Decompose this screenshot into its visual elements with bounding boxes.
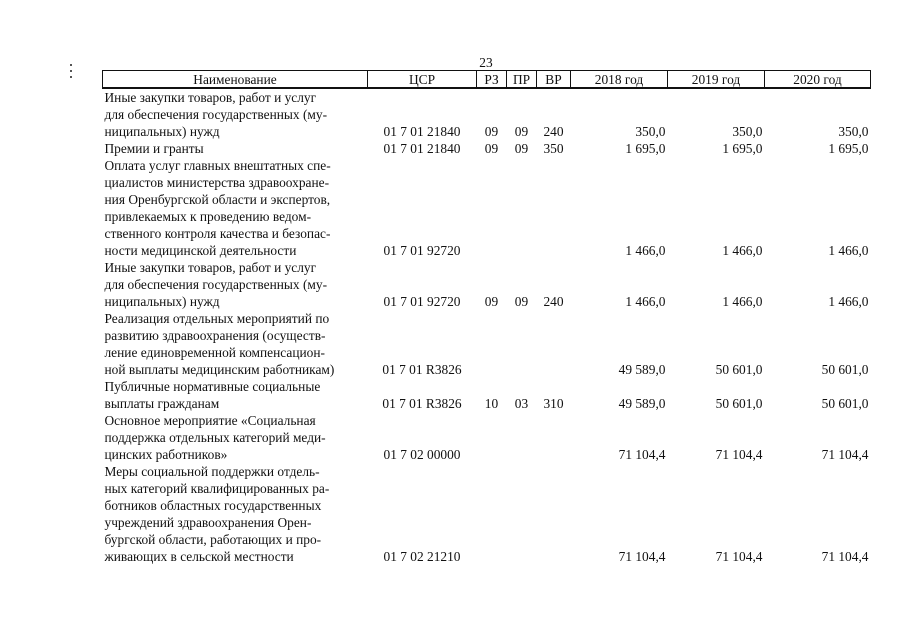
row-name-line: цинских работников» (104, 447, 228, 462)
row-amount-2020: 350,0 (838, 124, 869, 139)
row-amount-2019: 1 466,0 (722, 243, 763, 258)
row-vr: 240 (543, 294, 564, 309)
row-amount-2019: 50 601,0 (715, 362, 763, 377)
row-vr: 350 (543, 141, 564, 156)
row-name (103, 157, 368, 259)
row-amount-2018: 71 104,4 (618, 549, 666, 564)
table-row (103, 310, 871, 378)
table-row (103, 378, 871, 412)
row-amount-2018: 49 589,0 (618, 396, 666, 411)
row-pr: 09 (514, 294, 529, 309)
row-name-line: ниципальных) нужд (104, 294, 220, 309)
row-name-line: для обеспечения государственных (му- (104, 277, 328, 292)
budget-table (102, 70, 871, 565)
row-amount-2018: 71 104,4 (618, 447, 666, 462)
margin-mark (70, 70, 72, 72)
row-vr (537, 463, 571, 565)
row-rz (477, 412, 507, 463)
header-2020: 2020 год (765, 71, 871, 89)
row-csr: 01 7 02 21210 (383, 549, 461, 564)
table-row (103, 140, 871, 157)
table-header (103, 71, 871, 89)
row-amount-2020: 1 466,0 (828, 243, 869, 258)
row-name-line: Публичные нормативные социальные (104, 379, 321, 394)
header-rz: РЗ (477, 71, 507, 89)
row-name-line: ботников областных государственных (104, 498, 322, 513)
row-amount-2020: 71 104,4 (821, 549, 869, 564)
row-vr: 240 (543, 124, 564, 139)
row-amount-2018: 1 466,0 (625, 294, 666, 309)
row-csr: 01 7 01 21840 (383, 124, 461, 139)
row-csr: 01 7 01 92720 (383, 294, 461, 309)
row-name-line: Основное мероприятие «Социальная (104, 413, 316, 428)
row-amount-2018: 350,0 (635, 124, 666, 139)
row-name-line: Оплата услуг главных внештатных спе- (104, 158, 331, 173)
table-body (103, 88, 871, 565)
row-pr (507, 463, 537, 565)
row-rz (477, 463, 507, 565)
margin-mark (70, 64, 72, 66)
row-csr: 01 7 01 92720 (383, 243, 461, 258)
header-2019: 2019 год (668, 71, 765, 89)
row-name-line: Реализация отдельных мероприятий по (104, 311, 330, 326)
row-name-line: выплаты гражданам (104, 396, 220, 411)
row-amount-2020: 71 104,4 (821, 447, 869, 462)
row-name-line: Меры социальной поддержки отдель- (104, 464, 320, 479)
header-vr: ВР (537, 71, 571, 89)
row-pr: 09 (514, 141, 529, 156)
row-pr (507, 412, 537, 463)
row-csr: 01 7 01 R3826 (382, 362, 462, 377)
table-row (103, 412, 871, 463)
row-name-line: ление единовременной компенсацион- (104, 345, 325, 360)
row-rz: 10 (484, 396, 499, 411)
row-amount-2020: 50 601,0 (821, 362, 869, 377)
row-name-line: ния Оренбургской области и экспертов, (104, 192, 331, 207)
row-csr: 01 7 02 00000 (383, 447, 461, 462)
header-2018: 2018 год (571, 71, 668, 89)
row-amount-2018: 1 466,0 (625, 243, 666, 258)
row-vr (537, 412, 571, 463)
row-rz: 09 (484, 124, 499, 139)
row-amount-2019: 350,0 (732, 124, 763, 139)
row-amount-2019: 1 695,0 (722, 141, 763, 156)
row-name-line: Иные закупки товаров, работ и услуг (104, 90, 317, 105)
row-name (103, 259, 368, 310)
table-row (103, 463, 871, 565)
row-name-line: Премии и гранты (104, 141, 204, 156)
row-name-line: ных категорий квалифицированных ра- (104, 481, 330, 496)
row-name-line: поддержка отдельных категорий меди- (104, 430, 326, 445)
row-amount-2020: 50 601,0 (821, 396, 869, 411)
header-name: Наименование (103, 71, 368, 89)
row-pr: 03 (514, 396, 529, 411)
row-name-line: ственного контроля качества и безопас- (104, 226, 331, 241)
row-pr: 09 (514, 124, 529, 139)
row-vr (537, 310, 571, 378)
row-rz: 09 (484, 141, 499, 156)
table-row (103, 259, 871, 310)
row-name-line: привлекаемых к проведению ведом- (104, 209, 312, 224)
row-csr: 01 7 01 R3826 (382, 396, 462, 411)
row-amount-2019: 1 466,0 (722, 294, 763, 309)
row-csr: 01 7 01 21840 (383, 141, 461, 156)
row-amount-2019: 50 601,0 (715, 396, 763, 411)
row-name-line: циалистов министерства здравоохране- (104, 175, 330, 190)
header-csr: ЦСР (368, 71, 477, 89)
row-name-line: бургской области, работающих и про- (104, 532, 322, 547)
row-amount-2019: 71 104,4 (715, 447, 763, 462)
row-name-line: живающих в сельской местности (104, 549, 294, 564)
row-name-line: Иные закупки товаров, работ и услуг (104, 260, 317, 275)
row-rz (477, 310, 507, 378)
row-name-line: развитию здравоохранения (осуществ- (104, 328, 326, 343)
table-row (103, 157, 871, 259)
page-number: 23 (479, 55, 493, 70)
row-name-line: для обеспечения государственных (му- (104, 107, 328, 122)
row-name-line: ной выплаты медицинским работникам) (104, 362, 335, 377)
row-rz (477, 157, 507, 259)
row-name (103, 88, 368, 140)
row-name (103, 378, 368, 412)
row-name (103, 140, 368, 157)
row-amount-2019: 71 104,4 (715, 549, 763, 564)
row-rz: 09 (484, 294, 499, 309)
row-vr (537, 157, 571, 259)
row-name (103, 463, 368, 565)
row-vr: 310 (543, 396, 564, 411)
margin-mark (70, 76, 72, 78)
row-amount-2018: 49 589,0 (618, 362, 666, 377)
row-pr (507, 310, 537, 378)
row-name-line: ности медицинской деятельности (104, 243, 297, 258)
table-row (103, 88, 871, 140)
row-pr (507, 157, 537, 259)
row-amount-2020: 1 695,0 (828, 141, 869, 156)
row-name-line: учреждений здравоохранения Орен- (104, 515, 312, 530)
row-name (103, 412, 368, 463)
row-amount-2018: 1 695,0 (625, 141, 666, 156)
row-name-line: ниципальных) нужд (104, 124, 220, 139)
row-name (103, 310, 368, 378)
row-amount-2020: 1 466,0 (828, 294, 869, 309)
header-pr: ПР (507, 71, 537, 89)
